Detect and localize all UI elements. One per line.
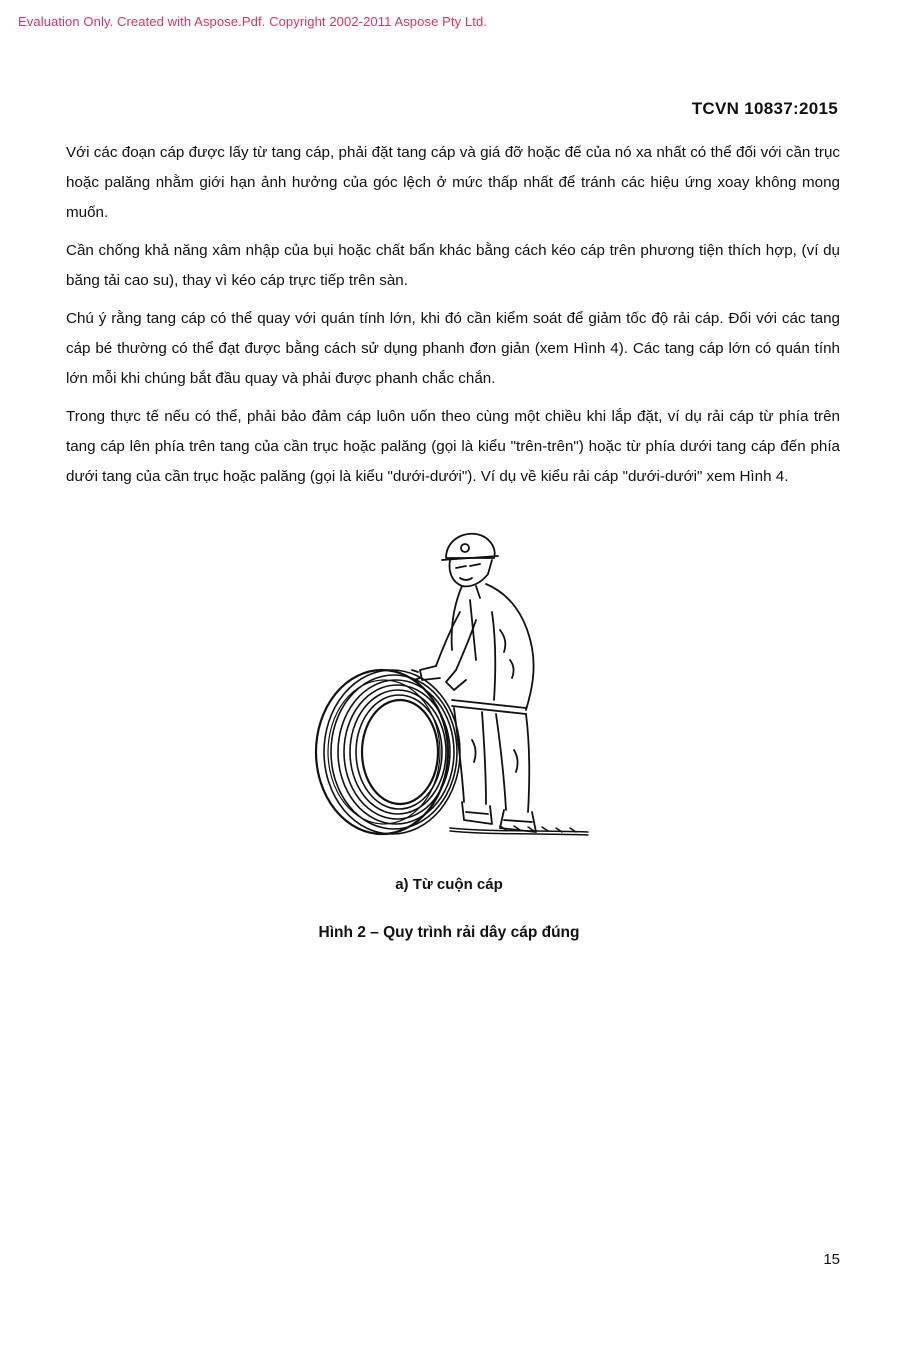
figure-worker-unrolling-cable-coil	[300, 520, 610, 855]
paragraph: Cần chống khả năng xâm nhập của bụi hoặc chất bẩn khác bằng cách kéo cáp trên phương tiện thích hợp, (ví dụ băng tải cao su), thay vì kéo cáp trực tiếp trên sàn.	[66, 242, 840, 289]
figure-caption: Hình 2 – Quy trình rải dây cáp đúng	[318, 924, 580, 941]
worker-illustration	[412, 534, 536, 832]
paragraph: Với các đoạn cáp được lấy từ tang cáp, phải đặt tang cáp và giá đỡ hoặc đế của nó xa nhất có thể đối với cần trục hoặc palăng nhằm giới hạn ảnh hưởng của góc lệch ở mức thấp nhất để tránh các hiệu ứng xoay không mong muốn.	[66, 144, 840, 221]
standard-code: TCVN 10837:2015	[691, 99, 838, 118]
body-text	[66, 138, 840, 500]
paragraph: Chú ý rằng tang cáp có thể quay với quán tính lớn, khi đó cần kiểm soát để giảm tốc độ rải cáp. Đối với các tang cáp bé thường có thể đạt được bằng cách sử dụng phanh đơn giản (xem Hình 4). Các tang cáp lớn có quán tính lớn mỗi khi chúng bắt đầu quay và phải được phanh chắc chắn.	[66, 310, 840, 387]
watermark-text: Evaluation Only. Created with Aspose.Pdf. Copyright 2002-2011 Aspose Pty Ltd.	[18, 14, 487, 29]
cable-coil-illustration	[316, 670, 460, 834]
page-number: 15	[823, 1251, 840, 1268]
paragraph: Trong thực tế nếu có thể, phải bảo đảm cáp luôn uốn theo cùng một chiều khi lắp đặt, ví dụ rải cáp từ phía trên tang cáp lên phía trên tang của cần trục hoặc palăng (gọi là kiểu "trên-trên") hoặc từ phía dưới tang cáp đến phía dưới tang của cần trục hoặc palăng (gọi là kiểu "dưới-dưới"). Ví dụ về kiểu rải cáp "dưới-dưới" xem Hình 4.	[66, 408, 840, 485]
figure-subcaption: a) Từ cuộn cáp	[395, 876, 503, 893]
